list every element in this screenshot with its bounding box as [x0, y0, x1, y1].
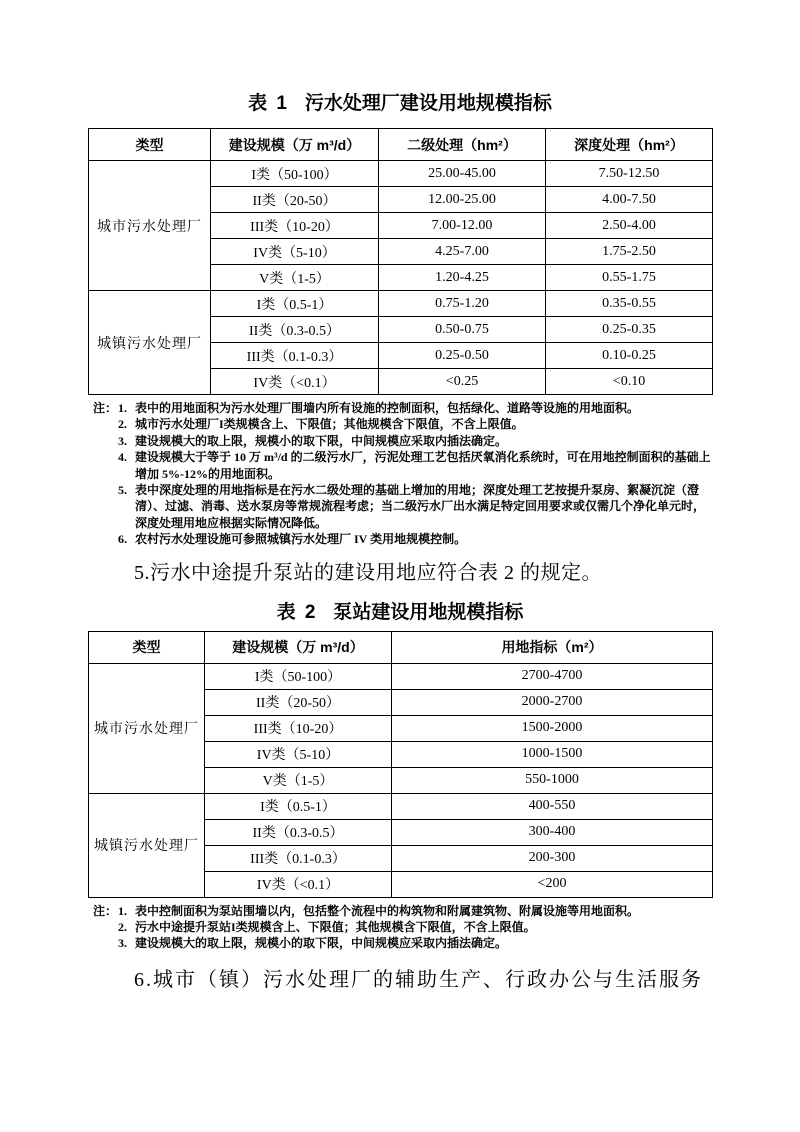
table-cell: 1500-2000 — [392, 715, 713, 741]
table-cell: 0.50-0.75 — [379, 317, 546, 343]
table2-header-row — [89, 631, 713, 663]
table-cell: 2700-4700 — [392, 663, 713, 689]
body-paragraph-6: 6.城市（镇）污水处理厂的辅助生产、行政办公与生活服务 — [134, 968, 703, 991]
note-text: 表中深度处理的用地指标是在污水二级处理的基础上增加的用地；深度处理工艺按提升泵房、絮凝沉淀（澄清）、过滤、消毒、送水泵房等常规流程考虑；当二级污水厂出水满足特定回用要求或仅需几个净化单元时，深度处理用地应根据实际情况降低。 — [135, 483, 706, 530]
notes-label: 注： — [93, 903, 118, 918]
table-cell: 12.00-25.00 — [379, 187, 546, 213]
note-text: 城市污水处理厂I类规模含上、下限值；其他规模含下限值，不含上限值。 — [135, 417, 524, 432]
row-group-label-town: 城镇污水处理厂 — [89, 291, 211, 395]
note-number: 4. — [118, 450, 127, 465]
table-cell: 1000-1500 — [392, 741, 713, 767]
note-text: 建设规模大于等于 10 万 m³/d 的二级污水厂，污泥处理工艺包括厌氧消化系统时，可在用地控制面积的基础上增加 5%-12%的用地面积。 — [135, 450, 711, 481]
table-cell: <0.10 — [546, 369, 713, 395]
note-item — [118, 416, 712, 432]
note-number: 1. — [118, 903, 127, 918]
column-header-type: 类型 — [89, 129, 211, 161]
note-text: 建设规模大的取上限，规模小的取下限，中间规模应采取内插法确定。 — [135, 433, 508, 448]
note-items — [118, 903, 712, 952]
table-cell: II类（20-50） — [211, 187, 379, 213]
table-cell: 0.25-0.35 — [546, 317, 713, 343]
table1-title — [88, 0, 712, 117]
table-cell: 0.75-1.20 — [379, 291, 546, 317]
note-text: 表中控制面积为泵站围墙以内，包括整个流程中的构筑物和附属建筑物、附属设施等用地面积。 — [135, 903, 640, 918]
document-content — [88, 0, 712, 994]
table-cell: <0.25 — [379, 369, 546, 395]
table-cell: <200 — [392, 871, 713, 897]
table-cell: II类（0.3-0.5） — [205, 819, 392, 845]
note-item — [118, 400, 712, 416]
table-cell: 0.55-1.75 — [546, 265, 713, 291]
table1-label: 表 1 — [248, 93, 289, 114]
table-cell: III类（10-20） — [211, 213, 379, 239]
table-row — [89, 793, 713, 819]
table-cell: 0.25-0.50 — [379, 343, 546, 369]
table-cell: 4.25-7.00 — [379, 239, 546, 265]
note-number: 3. — [118, 936, 127, 951]
table-cell: III类（0.1-0.3） — [211, 343, 379, 369]
note-number: 2. — [118, 920, 127, 935]
note-item — [118, 935, 712, 951]
table-cell: 400-550 — [392, 793, 713, 819]
note-text: 污水中途提升泵站I类规模含上、下限值；其他规模含下限值，不含上限值。 — [135, 920, 536, 935]
note-item — [118, 531, 712, 547]
table-cell: I类（0.5-1） — [205, 793, 392, 819]
table-cell: 7.00-12.00 — [379, 213, 546, 239]
note-item — [118, 482, 712, 531]
table-cell: 2.50-4.00 — [546, 213, 713, 239]
table1-header-row — [89, 129, 713, 161]
table-cell: III类（0.1-0.3） — [205, 845, 392, 871]
row-group-label-city: 城市污水处理厂 — [89, 663, 205, 793]
note-item — [118, 919, 712, 935]
table-cell: II类（0.3-0.5） — [211, 317, 379, 343]
table-cell: 7.50-12.50 — [546, 161, 713, 187]
note-text: 农村污水处理设施可参照城镇污水处理厂 IV 类用地规模控制。 — [135, 532, 467, 547]
table-cell: 300-400 — [392, 819, 713, 845]
table-cell: 1.75-2.50 — [546, 239, 713, 265]
row-group-label-town: 城镇污水处理厂 — [89, 793, 205, 897]
table2-notes — [88, 903, 712, 952]
column-header-scale: 建设规模（万 m³/d） — [211, 129, 379, 161]
notes-label: 注： — [93, 401, 118, 415]
table1-notes — [88, 400, 712, 548]
table-cell: 550-1000 — [392, 767, 713, 793]
table1-title-text: 污水处理厂建设用地规模指标 — [304, 93, 552, 114]
table-cell: 25.00-45.00 — [379, 161, 546, 187]
table-cell: 2000-2700 — [392, 689, 713, 715]
column-header-land-index: 用地指标（m²） — [392, 631, 713, 663]
table-cell: 0.35-0.55 — [546, 291, 713, 317]
table-row — [89, 161, 713, 187]
table-cell: IV类（<0.1） — [211, 369, 379, 395]
note-number: 6. — [118, 532, 127, 547]
table-cell: V类（1-5） — [205, 767, 392, 793]
table1 — [88, 128, 713, 395]
table-cell: I类（0.5-1） — [211, 291, 379, 317]
table2-title-text: 泵站建设用地规模指标 — [333, 601, 524, 623]
note-number: 3. — [118, 433, 127, 448]
table-cell: III类（10-20） — [205, 715, 392, 741]
table-cell: 0.10-0.25 — [546, 343, 713, 369]
column-header-secondary: 二级处理（hm²） — [379, 129, 546, 161]
note-items — [118, 400, 712, 548]
note-number: 2. — [118, 417, 127, 432]
table-cell: IV类（5-10） — [211, 239, 379, 265]
note-number: 5. — [118, 483, 127, 498]
note-item — [118, 449, 712, 482]
table-cell: I类（50-100） — [211, 161, 379, 187]
table-cell: 200-300 — [392, 845, 713, 871]
table-cell: V类（1-5） — [211, 265, 379, 291]
note-item — [118, 433, 712, 449]
table-cell: 1.20-4.25 — [379, 265, 546, 291]
table2-label: 表 2 — [276, 601, 318, 623]
table-cell: IV类（<0.1） — [205, 871, 392, 897]
note-item — [118, 903, 712, 919]
note-text: 表中的用地面积为污水处理厂围墙内所有设施的控制面积，包括绿化、道路等设施的用地面积。 — [135, 401, 640, 415]
column-header-advanced: 深度处理（hm²） — [546, 129, 713, 161]
row-group-label-city: 城市污水处理厂 — [89, 161, 211, 291]
table-cell: 4.00-7.50 — [546, 187, 713, 213]
table2 — [88, 631, 713, 898]
table-row — [89, 663, 713, 689]
body-paragraph-5: 5.污水中途提升泵站的建设用地应符合表 2 的规定。 — [134, 561, 602, 584]
note-number: 1. — [118, 401, 127, 415]
table-row — [89, 291, 713, 317]
table-cell: IV类（5-10） — [205, 741, 392, 767]
table2-title — [88, 600, 712, 626]
column-header-type: 类型 — [89, 631, 205, 663]
column-header-scale: 建设规模（万 m³/d） — [205, 631, 392, 663]
note-text: 建设规模大的取上限，规模小的取下限，中间规模应采取内插法确定。 — [135, 936, 508, 951]
table-cell: I类（50-100） — [205, 663, 392, 689]
table-cell: II类（20-50） — [205, 689, 392, 715]
